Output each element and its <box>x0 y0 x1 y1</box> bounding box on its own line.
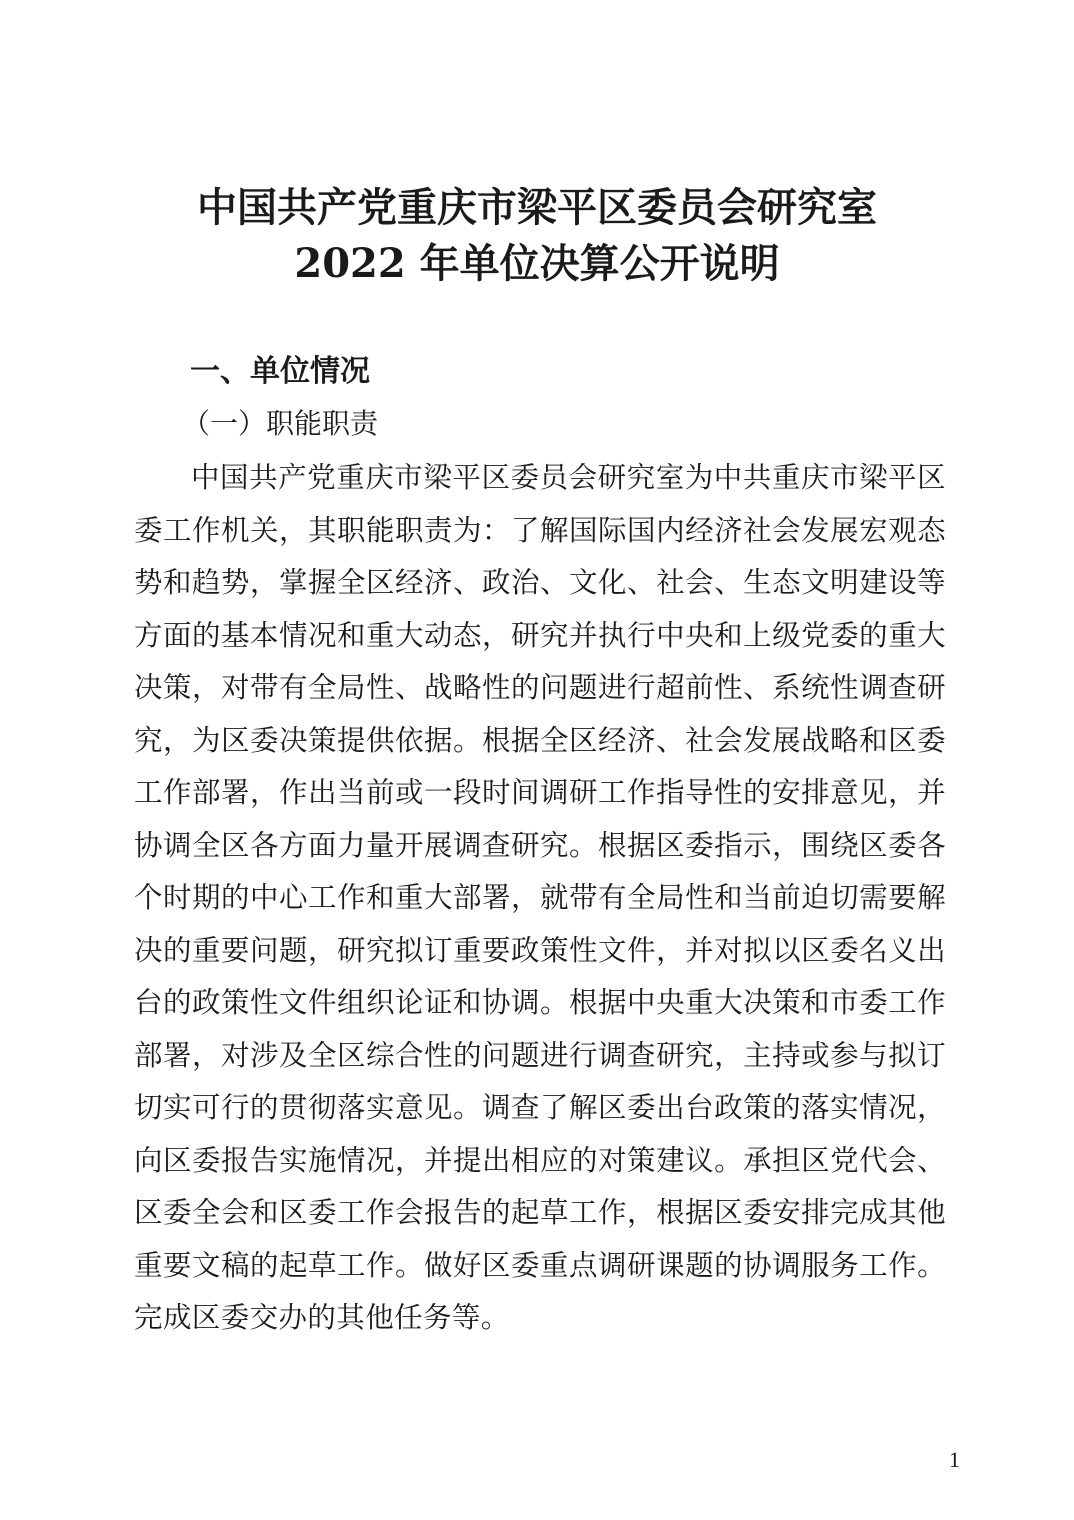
subsection-heading: （一）职能职责 <box>182 407 379 440</box>
document-title <box>0 180 1074 292</box>
title-line-1: 中国共产党重庆市梁平区委员会研究室 <box>197 184 877 231</box>
section-heading: 一、单位情况 <box>190 354 370 389</box>
title-line-2: 2022 年单位决算公开说明 <box>294 240 780 287</box>
body-paragraph: 中国共产党重庆市梁平区委员会研究室为中共重庆市梁平区委工作机关，其职能职责为：了解国际国内经济社会发展宏观态势和趋势，掌握全区经济、政治、文化、社会、生态文明建设等方面的基本情况和重大动态，研究并执行中央和上级党委的重大决策，对带有全局性、战略性的问题进行超前性、系统性调查研究，为区委决策提供依据。根据全区经济、社会发展战略和区委工作部署，作出当前或一段时间调研工作指导性的安排意见，并协调全区各方面力量开展调查研究。根据区委指示，围绕区委各个时期的中心工作和重大部署，就带有全局性和当前迫切需要解决的重要问题，研究拟订重要政策性文件，并对拟以区委名义出台的政策性文件组织论证和协调。根据中央重大决策和市委工作部署，对涉及全区综合性的问题进行调查研究，主持或参与拟订切实可行的贯彻落实意见。调查了解区委出台政策的落实情况，向区委报告实施情况，并提出相应的对策建议。承担区党代会、区委全会和区委工作会报告的起草工作，根据区委安排完成其他重要文稿的起草工作。做好区委重点调研课题的协调服务工作。完成区委交办的其他任务等。 <box>134 461 946 1334</box>
page-number: 1 <box>949 1447 960 1472</box>
